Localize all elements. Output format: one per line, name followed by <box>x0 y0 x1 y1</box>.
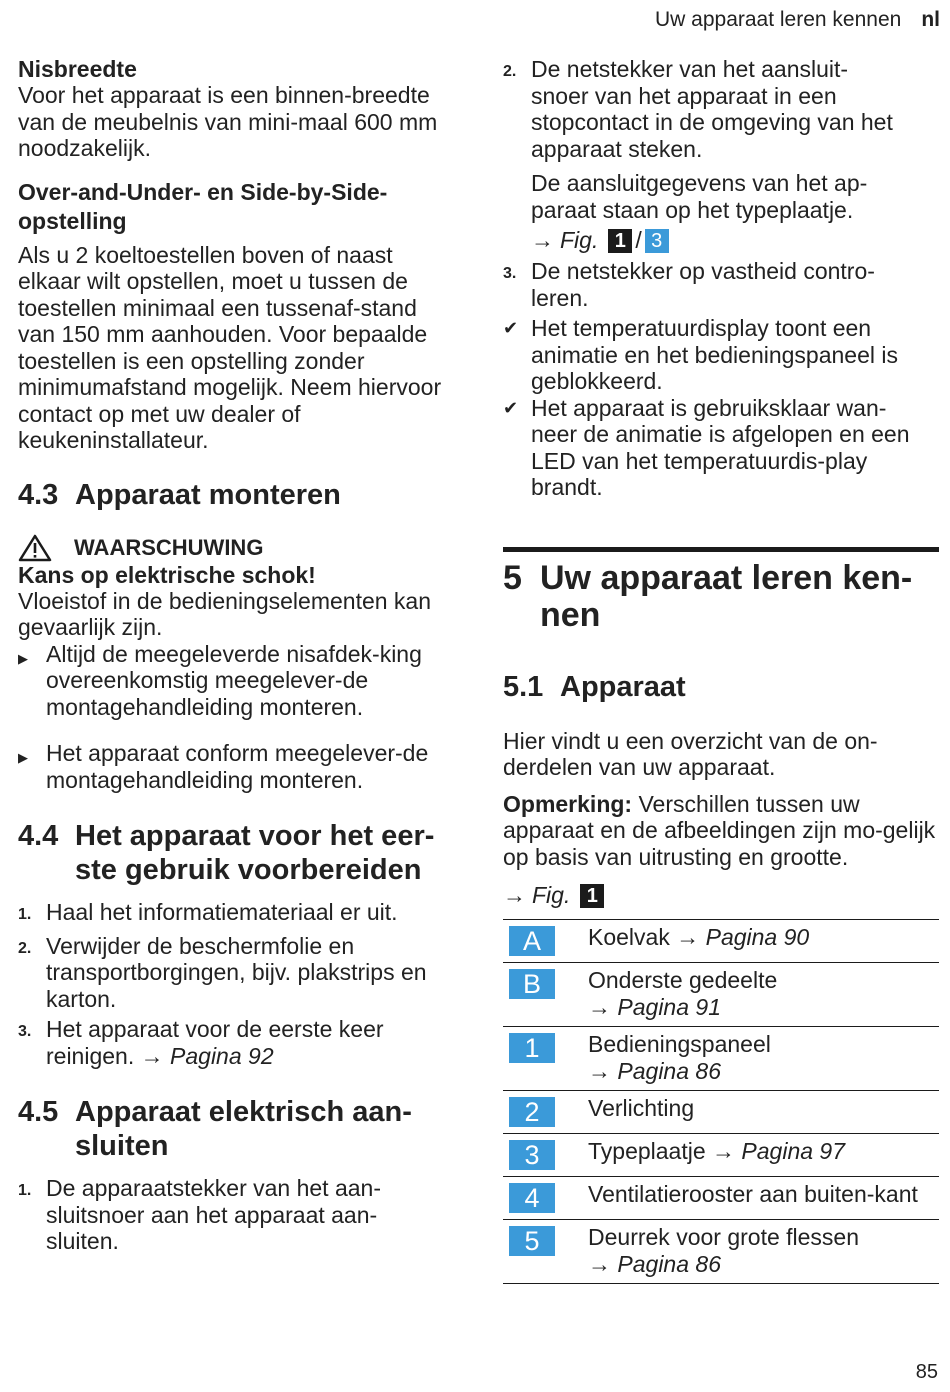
section-number: 4.3 <box>18 478 59 511</box>
part-label: Typeplaatje <box>588 1138 706 1164</box>
part-description <box>588 1091 939 1134</box>
result-text: Het temperatuurdisplay toont een animatie en het bedieningspaneel is geblokkeerd. <box>531 315 898 394</box>
page-ref-arrow: → <box>140 1042 164 1069</box>
list-item <box>503 56 903 162</box>
step-number: 1. <box>18 906 32 923</box>
overview-intro: Hier vindt u een overzicht van de on-derdelen van uw apparaat. <box>503 727 878 780</box>
remark-text: Verschillen tussen uw apparaat en de afbeeldingen zijn mo-gelijk op basis van uitrusting en grootte. <box>503 790 936 870</box>
remark-label: Opmerking: <box>503 790 633 817</box>
page-ref-arrow: → <box>588 993 611 1020</box>
page-ref-arrow: → <box>676 924 700 950</box>
remark <box>503 791 937 871</box>
step-text: Haal het informatiemateriaal er uit. <box>46 899 398 925</box>
parts-table <box>503 919 939 1284</box>
step-text: Het apparaat voor de eerste keer reinigen. <box>46 1016 384 1069</box>
part-badge-cell <box>503 1027 588 1091</box>
list-item <box>503 395 913 501</box>
section-number: 5.1 <box>503 670 544 703</box>
step-number: 2. <box>18 939 32 957</box>
header-language: nl <box>921 8 940 31</box>
part-description <box>588 1220 939 1284</box>
list-item <box>18 740 450 793</box>
list-item <box>18 899 458 929</box>
step-number: 3. <box>18 1023 32 1040</box>
step-text: De netstekker op vastheid contro-leren. <box>531 258 875 311</box>
section-title: Apparaat monteren <box>75 478 341 511</box>
part-badge: 4 <box>509 1183 555 1213</box>
warning-actions <box>18 641 458 794</box>
list-item <box>503 315 913 395</box>
part-label: Koelvak <box>588 924 670 950</box>
warning-block <box>18 534 458 794</box>
right-column <box>503 56 939 1284</box>
section-number: 4.4 <box>18 820 59 852</box>
part-badge-cell <box>503 1220 588 1284</box>
fig-label: Fig. <box>532 882 571 908</box>
part-badge-cell <box>503 920 588 963</box>
warning-triangle-icon <box>18 534 52 562</box>
page-number: 85 <box>915 1361 938 1383</box>
warning-heading <box>18 534 458 562</box>
part-badge: A <box>509 926 555 956</box>
result-text: Het apparaat is gebruiksklaar wan-neer de animatie is afgelopen en een LED van het temperatuurdis-play brandt. <box>531 394 910 500</box>
part-description <box>588 1134 939 1177</box>
page-reference[interactable]: Pagina 97 <box>741 1138 846 1164</box>
over-under-title: Over-and-Under- en Side-by-Side-opstelling <box>18 178 388 234</box>
part-badge-cell <box>503 963 588 1027</box>
part-label: Bedieningspaneel <box>588 1031 771 1057</box>
list-item <box>18 1016 436 1069</box>
page-reference[interactable]: Pagina 91 <box>617 993 721 1020</box>
over-under-text: Als u 2 koeltoestellen boven of naast elkaar wilt opstellen, moet u tussen de toestellen minimaal een tussenaf-stand van 150 mm aanhouden. Voor bepaalde toestellen is een opstelling zonder minimumafstand mogelijk. Neem hiervoor contact op met uw dealer of keukeninstallateur. <box>18 241 442 453</box>
part-badge-cell <box>503 1177 588 1220</box>
connect-steps-continued <box>503 56 939 162</box>
list-item <box>503 258 913 311</box>
step-text: De netstekker van het aansluit-snoer van het apparaat in een stopcontact in de omgeving van het apparaat steken. <box>531 56 893 162</box>
table-row <box>503 920 939 963</box>
chapter-5-heading <box>503 560 933 634</box>
result-list <box>503 315 939 501</box>
table-row <box>503 1091 939 1134</box>
fig-arrow: → <box>531 227 554 253</box>
nisbreedte-text: Voor het apparaat is een binnen-breedte van de meubelnis van mini-maal 600 mm noodzakelijk. <box>18 82 438 161</box>
bullet-marker-icon: ▶ <box>18 650 28 666</box>
chapter-number: 5 <box>503 558 522 597</box>
list-item <box>18 641 446 721</box>
part-badge: 2 <box>509 1097 555 1127</box>
section-title: Het apparaat voor het eer-ste gebruik voorbereiden <box>75 820 435 886</box>
table-row <box>503 1134 939 1177</box>
page-ref-arrow: → <box>712 1138 736 1164</box>
part-badge: 1 <box>509 1033 555 1063</box>
bullet-marker-icon: ▶ <box>18 750 28 765</box>
page-reference[interactable]: Pagina 92 <box>170 1042 274 1069</box>
part-badge: 5 <box>509 1226 555 1256</box>
part-badge-cell <box>503 1091 588 1134</box>
list-item <box>18 1175 430 1255</box>
left-column <box>18 56 458 1255</box>
step-number: 2. <box>503 63 517 80</box>
section-4-3-heading <box>18 478 458 512</box>
table-row <box>503 1220 939 1284</box>
step-text: De apparaatstekker van het aan-sluitsnoer aan het apparaat aan-sluiten. <box>46 1175 381 1254</box>
checkmark-icon: ✔ <box>503 318 519 338</box>
step-number: 1. <box>18 1182 32 1199</box>
part-label: Verlichting <box>588 1095 695 1121</box>
step-number: 3. <box>503 265 517 282</box>
section-title: Apparaat <box>560 670 686 703</box>
list-item <box>18 933 446 1013</box>
chapter-title: Uw apparaat leren ken-nen <box>540 558 913 634</box>
connection-note: De aansluitgegevens van het ap-paraat staan op het typeplaatje. <box>531 170 868 223</box>
part-badge: B <box>509 969 555 999</box>
warning-text: Vloeistof in de bedieningselementen kan gevaarlijk zijn. <box>18 587 432 640</box>
connect-steps-final <box>503 258 939 311</box>
section-number: 4.5 <box>18 1096 59 1128</box>
part-description <box>588 963 939 1027</box>
list-item-text: Het apparaat conform meegelever-de montagehandleiding monteren. <box>46 740 429 793</box>
header-section-title: Uw apparaat leren kennen <box>654 8 902 31</box>
part-label: Deurrek voor grote flessen <box>588 1224 860 1250</box>
step-text: Verwijder de beschermfolie en transportborgingen, bijv. plakstrips en karton. <box>46 932 427 1012</box>
fig-label: Fig. <box>560 227 599 253</box>
page-reference[interactable]: Pagina 86 <box>617 1057 721 1084</box>
figure-reference[interactable]: → Fig. 1 / 3 <box>531 227 939 254</box>
connect-steps <box>18 1175 458 1255</box>
part-label: Onderste gedeelte <box>588 967 778 993</box>
running-header <box>655 8 940 32</box>
table-row <box>503 1177 939 1220</box>
section-5-1-heading <box>503 670 939 704</box>
section-4-5-heading <box>18 1095 438 1163</box>
part-description <box>588 920 939 963</box>
part-label: Ventilatierooster aan buiten-kant <box>588 1181 918 1207</box>
page-reference[interactable]: Pagina 90 <box>705 924 810 950</box>
fig-item-badge: 1 <box>580 884 604 908</box>
fig-arrow: → <box>503 882 526 908</box>
table-row <box>503 1027 939 1091</box>
page-ref-arrow: → <box>588 1057 611 1084</box>
fig-item-badge: 1 <box>608 229 632 253</box>
warning-label: WAARSCHUWING <box>74 534 264 560</box>
section-4-4-heading <box>18 819 454 887</box>
part-badge: 3 <box>509 1140 555 1170</box>
checkmark-icon: ✔ <box>503 397 519 418</box>
page-ref-arrow: → <box>588 1250 611 1277</box>
list-item-text: Altijd de meegeleverde nisafdek-king overeenkomstig meegelever-de montagehandleiding monteren. <box>46 640 422 720</box>
figure-reference[interactable] <box>503 882 939 909</box>
nisbreedte-title: Nisbreedte <box>18 56 137 82</box>
part-description <box>588 1027 939 1091</box>
prepare-steps <box>18 899 458 1069</box>
section-title: Apparaat elektrisch aan-sluiten <box>75 1096 412 1162</box>
table-row <box>503 963 939 1027</box>
page-reference[interactable]: Pagina 86 <box>617 1250 721 1277</box>
warning-subtitle: Kans op elektrische schok! <box>18 561 316 588</box>
part-badge-cell <box>503 1134 588 1177</box>
chapter-divider <box>503 547 939 552</box>
part-description <box>588 1177 939 1220</box>
fig-item-badge: 3 <box>645 229 669 253</box>
